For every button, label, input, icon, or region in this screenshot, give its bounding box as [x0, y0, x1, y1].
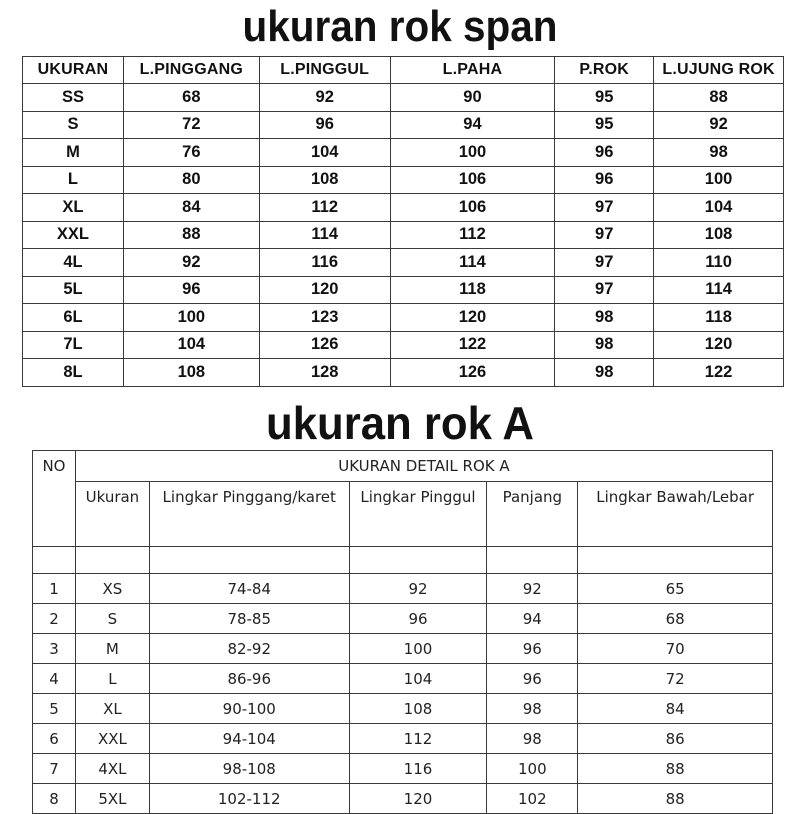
table-cell: 104	[349, 664, 487, 694]
table-cell: 4L	[23, 249, 124, 277]
table-cell: S	[75, 604, 149, 634]
table-cell: 88	[123, 221, 259, 249]
table-row	[23, 304, 784, 332]
table-cell: 96	[259, 111, 390, 139]
title-rok-span: ukuran rok span	[242, 2, 558, 51]
table-cell: 8L	[23, 359, 124, 387]
table-cell: 97	[555, 221, 654, 249]
table-row	[33, 664, 773, 694]
table-cell: 7L	[23, 331, 124, 359]
table-cell: 106	[390, 166, 555, 194]
table-cell: 5XL	[75, 784, 149, 814]
table-cell: 8	[33, 784, 76, 814]
table-cell: 94	[487, 604, 578, 634]
table-cell: 70	[578, 634, 773, 664]
header-l-ujung-rok: L.UJUNG ROK	[654, 57, 784, 84]
table-row	[23, 111, 784, 139]
table-cell: 84	[578, 694, 773, 724]
table-cell: 74-84	[149, 574, 349, 604]
table-cell: 123	[259, 304, 390, 332]
table-cell: 6	[33, 724, 76, 754]
table-cell: 126	[390, 359, 555, 387]
table-cell: 108	[349, 694, 487, 724]
table-cell: 122	[390, 331, 555, 359]
table-cell: XL	[75, 694, 149, 724]
header-lingkar-pinggang: Lingkar Pinggang/karet	[149, 482, 349, 547]
table-cell: 92	[259, 84, 390, 112]
table-cell: M	[23, 139, 124, 167]
table-cell: 95	[555, 111, 654, 139]
table-cell: 102-112	[149, 784, 349, 814]
table-cell: 116	[259, 249, 390, 277]
table-cell: 112	[259, 194, 390, 222]
table-cell: 90	[390, 84, 555, 112]
table-cell: 108	[123, 359, 259, 387]
table-cell: 86	[578, 724, 773, 754]
table-cell: 100	[123, 304, 259, 332]
header-p-rok: P.ROK	[555, 57, 654, 84]
table-cell: 68	[123, 84, 259, 112]
table-cell: 6L	[23, 304, 124, 332]
table-cell: M	[75, 634, 149, 664]
empty-cell	[33, 547, 76, 574]
table-row	[23, 221, 784, 249]
table-row	[33, 634, 773, 664]
spacer-row	[33, 547, 773, 574]
table-cell: 100	[390, 139, 555, 167]
table-cell: 98	[555, 304, 654, 332]
header-lingkar-bawah: Lingkar Bawah/Lebar	[578, 482, 773, 547]
empty-cell	[578, 547, 773, 574]
table-cell: SS	[23, 84, 124, 112]
rok-a-size-table	[32, 450, 773, 814]
table-cell: 97	[555, 276, 654, 304]
table-row	[33, 724, 773, 754]
table-cell: 96	[349, 604, 487, 634]
table-cell: 1	[33, 574, 76, 604]
table-cell: 102	[487, 784, 578, 814]
table-cell: 120	[259, 276, 390, 304]
table-cell: 96	[555, 139, 654, 167]
table-cell: 100	[487, 754, 578, 784]
table-cell: 110	[654, 249, 784, 277]
table-cell: 76	[123, 139, 259, 167]
empty-cell	[349, 547, 487, 574]
rok-a-table-body	[33, 547, 773, 814]
table-cell: 5	[33, 694, 76, 724]
table-cell: 80	[123, 166, 259, 194]
empty-cell	[75, 547, 149, 574]
table-cell: 96	[487, 634, 578, 664]
table-cell: 3	[33, 634, 76, 664]
header-l-paha: L.PAHA	[390, 57, 555, 84]
table-cell: 114	[654, 276, 784, 304]
table-cell: 126	[259, 331, 390, 359]
table-cell: 88	[654, 84, 784, 112]
table-cell: 88	[578, 754, 773, 784]
table-cell: 120	[390, 304, 555, 332]
table-cell: 120	[654, 331, 784, 359]
table-cell: 104	[654, 194, 784, 222]
rok-span-size-table	[22, 56, 784, 387]
table-cell: 4	[33, 664, 76, 694]
table-cell: 68	[578, 604, 773, 634]
table-cell: 92	[349, 574, 487, 604]
table-row	[23, 139, 784, 167]
table-cell: 98	[555, 331, 654, 359]
table-cell: 92	[123, 249, 259, 277]
table-cell: 96	[555, 166, 654, 194]
table-cell: 100	[654, 166, 784, 194]
table-cell: 95	[555, 84, 654, 112]
table-cell: 2	[33, 604, 76, 634]
table-cell: 84	[123, 194, 259, 222]
table-cell: 112	[390, 221, 555, 249]
table-cell: XS	[75, 574, 149, 604]
table-row	[33, 784, 773, 814]
header-ukuran: UKURAN	[23, 57, 124, 84]
table-cell: 128	[259, 359, 390, 387]
header-l-pinggul: L.PINGGUL	[259, 57, 390, 84]
empty-cell	[487, 547, 578, 574]
table-row	[33, 754, 773, 784]
table-cell: 98	[487, 694, 578, 724]
table-cell: 98	[654, 139, 784, 167]
table-row	[23, 276, 784, 304]
table-cell: 104	[259, 139, 390, 167]
table-cell: 98-108	[149, 754, 349, 784]
table-cell: 114	[259, 221, 390, 249]
table-row	[33, 574, 773, 604]
table-cell: 82-92	[149, 634, 349, 664]
table-cell: 108	[259, 166, 390, 194]
table-cell: 5L	[23, 276, 124, 304]
table-cell: L	[23, 166, 124, 194]
table-cell: 94-104	[149, 724, 349, 754]
header-panjang: Panjang	[487, 482, 578, 547]
table-cell: 92	[487, 574, 578, 604]
table-cell: 94	[390, 111, 555, 139]
table-row	[23, 194, 784, 222]
table-cell: 116	[349, 754, 487, 784]
table-cell: 7	[33, 754, 76, 784]
table-row	[33, 604, 773, 634]
table-row	[23, 166, 784, 194]
table-row	[23, 331, 784, 359]
table-cell: 122	[654, 359, 784, 387]
header-no: NO	[33, 451, 76, 547]
header-ukuran: Ukuran	[75, 482, 149, 547]
table-cell: L	[75, 664, 149, 694]
title-rok-a: ukuran rok A	[266, 397, 534, 449]
table-cell: 104	[123, 331, 259, 359]
table-cell: XXL	[23, 221, 124, 249]
table-cell: 97	[555, 249, 654, 277]
table-cell: 118	[390, 276, 555, 304]
table-row	[23, 84, 784, 112]
table-cell: 98	[487, 724, 578, 754]
header-group-detail: UKURAN DETAIL ROK A	[75, 451, 772, 482]
table-header-row	[33, 451, 773, 482]
empty-cell	[149, 547, 349, 574]
table-cell: 100	[349, 634, 487, 664]
table-row	[33, 694, 773, 724]
table-cell: 4XL	[75, 754, 149, 784]
table-cell: 96	[487, 664, 578, 694]
table-cell: 98	[555, 359, 654, 387]
table-cell: 118	[654, 304, 784, 332]
table-cell: XL	[23, 194, 124, 222]
table-cell: 96	[123, 276, 259, 304]
table-cell: 88	[578, 784, 773, 814]
table-subheader-row	[33, 482, 773, 547]
table-cell: 72	[578, 664, 773, 694]
table-cell: 72	[123, 111, 259, 139]
rok-span-table-body	[23, 84, 784, 387]
header-l-pinggang: L.PINGGANG	[123, 57, 259, 84]
table-cell: 120	[349, 784, 487, 814]
table-cell: 108	[654, 221, 784, 249]
table-cell: XXL	[75, 724, 149, 754]
table-cell: 97	[555, 194, 654, 222]
table-cell: 114	[390, 249, 555, 277]
header-lingkar-pinggul: Lingkar Pinggul	[349, 482, 487, 547]
table-cell: 92	[654, 111, 784, 139]
table-cell: 112	[349, 724, 487, 754]
table-row	[23, 249, 784, 277]
table-header-row	[23, 57, 784, 84]
table-cell: 65	[578, 574, 773, 604]
table-cell: 90-100	[149, 694, 349, 724]
table-row	[23, 359, 784, 387]
table-cell: 106	[390, 194, 555, 222]
table-cell: S	[23, 111, 124, 139]
table-cell: 86-96	[149, 664, 349, 694]
table-cell: 78-85	[149, 604, 349, 634]
